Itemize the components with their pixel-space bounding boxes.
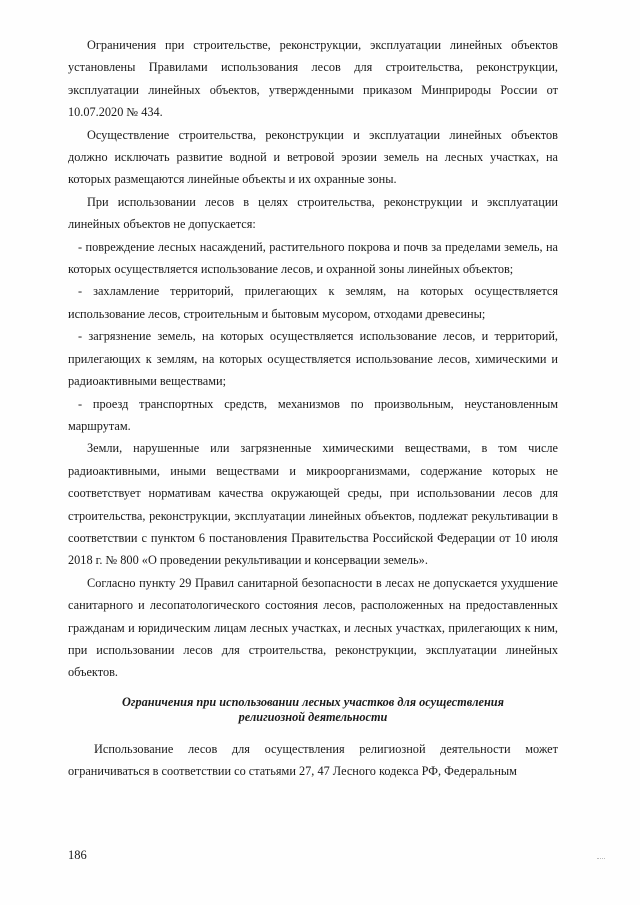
paragraph-religious-use: Использование лесов для осуществления религиозной деятельности может ограничиваться в соответствии со статьями 27, 47 Лесного кодекса РФ, Федеральным: [68, 741, 558, 779]
paragraph-sanitary-rules: Согласно пункту 29 Правил санитарной безопасности в лесах не допускается ухудшение санитарного и лесопатологического состояния лесов, расположенных на предоставленных гражданам и юридическим лицам лесных участках, и лесных участках, прилегающих к ним, при использовании лесов для строительства, реконструкции, эксплуатации линейных объектов.: [68, 575, 558, 680]
paragraph-reclamation: Земли, нарушенные или загрязненные химическими веществами, в том числе радиоактивными, иными веществами и микроорганизмами, содержание которых не соответствует нормативам качества окружающей среды, при использовании лесов для строительства, реконструкции, эксплуатации линейных объектов, подлежат рекультивации в соответствии с пунктом 6 постановления Правительства Российской Федерации от 10 июля 2018 г. № 800 «О проведении рекультивации и консервации земель».: [68, 441, 558, 568]
paragraph-restrictions-rules: Ограничения при строительстве, реконструкции, эксплуатации линейных объектов установлены Правилами использования лесов для строительства, реконструкции, эксплуатации линейных объектов, утвержденными приказом Минприроды России от 10.07.2020 № 434.: [68, 38, 558, 120]
list-item-littering: - захламление территорий, прилегающих к землям, на которых осуществляется использование лесов, строительным и бытовым мусором, отходами древесины;: [68, 284, 558, 321]
section-heading: Ограничения при использовании лесных участков для осуществления религиозной деятельности: [122, 694, 504, 724]
paragraph-erosion: Осуществление строительства, реконструкции и эксплуатации линейных объектов должно исключать развитие водной и ветровой эрозии земель на лесных участках, на которых размещаются линейные объекты и их охранные зоны.: [68, 127, 558, 187]
list-item-vehicles: - проезд транспортных средств, механизмов по произвольным, неустановленным маршрутам.: [68, 396, 558, 433]
body-text: [68, 34, 558, 783]
scan-artifact: [597, 858, 605, 861]
list-item-damage: - повреждение лесных насаждений, растительного покрова и почв за пределами земель, на которых осуществляется использование лесов, и охранной зоны линейных объектов;: [68, 239, 558, 277]
list-item-pollution: - загрязнение земель, на которых осуществляется использование лесов, и территорий, прилегающих к землям, на которых осуществляется использование лесов, химическими и радиоактивными веществами;: [68, 329, 558, 389]
paragraph-not-allowed-intro: При использовании лесов в целях строительства, реконструкции и эксплуатации линейных объектов не допускается:: [68, 194, 558, 232]
page-number: 186: [68, 848, 87, 862]
